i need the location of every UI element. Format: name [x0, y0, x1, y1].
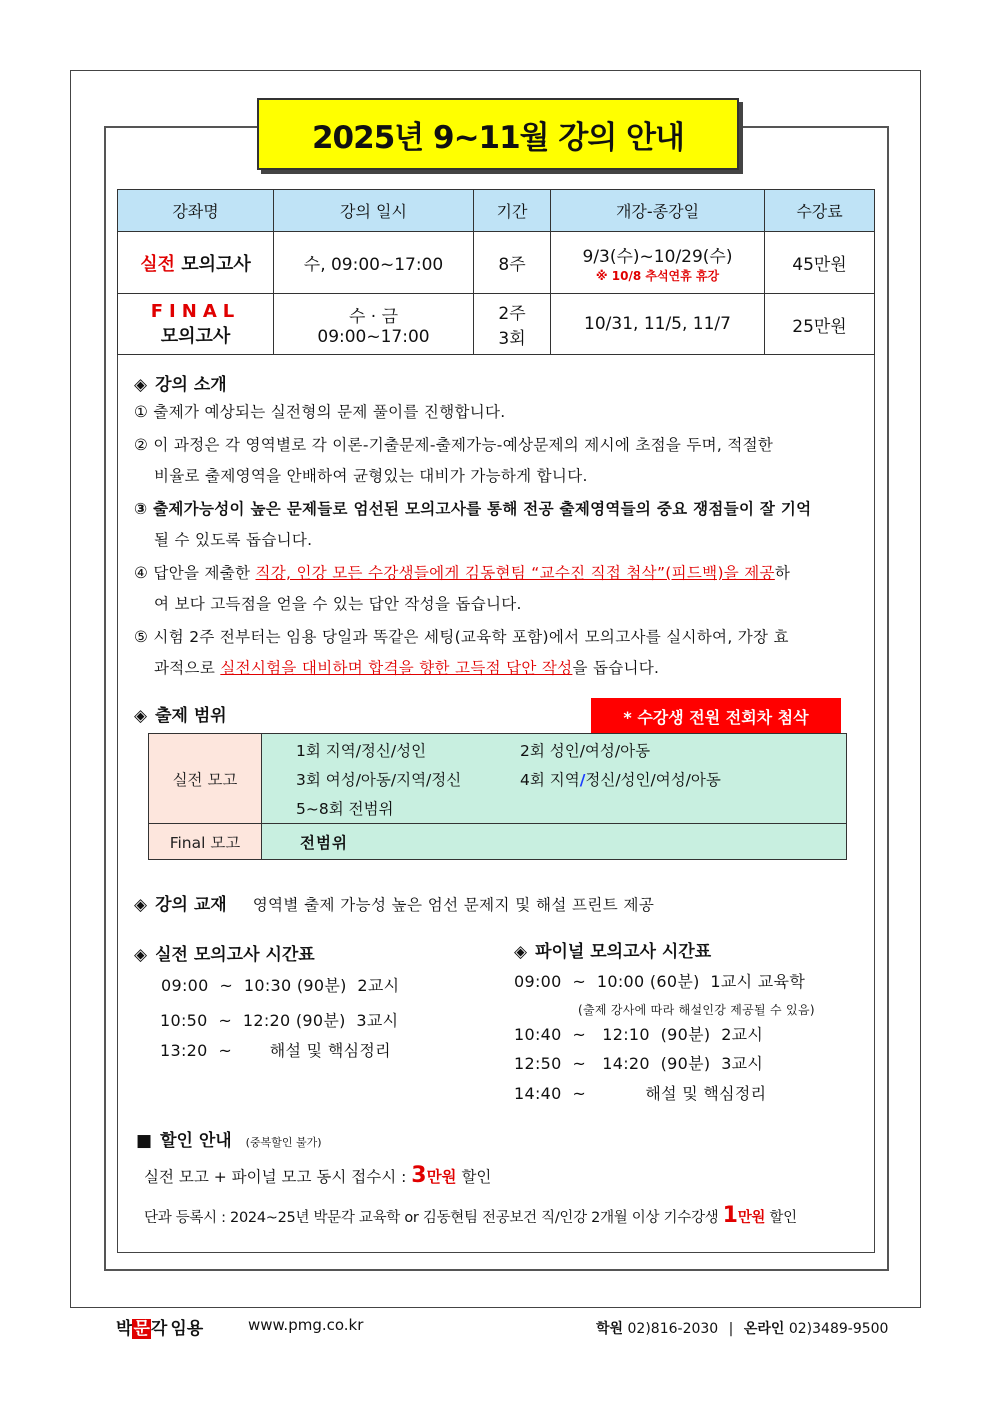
final-schedule-line-1: 09:00 ~ 10:00 (60분) 1교시 교육학: [514, 972, 806, 991]
discount-note: (중복할인 불가): [245, 1136, 322, 1149]
textbook-heading: [134, 890, 654, 915]
real-schedule-heading: [134, 940, 315, 965]
course-weeks: 2주: [498, 304, 526, 324]
table-row: [118, 294, 875, 355]
course-time: [274, 294, 474, 355]
discount-heading: [136, 1126, 322, 1151]
range-session-5-8: 5~8회 전범위: [296, 799, 394, 818]
intro-item-2-cont: 비율로 출제영역을 안배하여 균형있는 대비가 가능하게 합니다.: [154, 467, 588, 485]
course-table: [117, 189, 875, 355]
intro-item-3-cont: 될 수 있도록 돕습니다.: [154, 531, 313, 549]
logo-part: 각: [150, 1319, 168, 1339]
academy-phone: 02)816-2030: [627, 1321, 719, 1337]
course-dates: 10/31, 11/5, 11/7: [551, 294, 765, 355]
range-session-4-a: 4회 지역: [520, 770, 580, 789]
feedback-badge: * 수강생 전원 전회차 첨삭: [591, 698, 841, 734]
final-schedule-heading-text: 파이널 모의고사 시간표: [535, 942, 712, 962]
contact-separator: |: [728, 1321, 734, 1337]
real-schedule-line-1: 09:00 ~ 10:30 (90분) 2교시: [161, 976, 400, 995]
discount-line-1-unit: 만원: [426, 1168, 457, 1186]
final-schedule-line-3: 12:50 ~ 14:20 (90분) 3교시: [514, 1054, 764, 1073]
header-course-name: 강좌명: [118, 190, 274, 232]
intro-item-5-pre: 과적으로: [154, 659, 221, 677]
table-header-row: [118, 190, 875, 232]
real-schedule-line-2: 10:50 ~ 12:20 (90분) 3교시: [160, 1011, 399, 1030]
discount-line-1-text: 실전 모고 + 파이널 모고 동시 접수시 :: [144, 1168, 412, 1186]
square-icon: ■: [136, 1131, 153, 1151]
range-session-4: [520, 768, 721, 790]
diamond-icon: ◈: [134, 895, 148, 915]
range-label-final: Final 모고: [149, 824, 262, 860]
discount-line-2-suffix: 할인: [765, 1210, 797, 1226]
course-hours: 09:00~17:00: [317, 326, 430, 347]
course-time: 수, 09:00~17:00: [274, 232, 474, 294]
course-name-accent: FINAL: [150, 300, 241, 322]
course-sessions: 3회: [498, 329, 526, 349]
range-session-4-slash: /: [579, 770, 586, 789]
intro-list: [134, 397, 869, 684]
intro-item-4-highlight: 직강, 인강 모든 수강생들에게 김동현팀 “교수진 직접 첨삭”(피드백)을 제공: [255, 564, 775, 582]
range-heading: [134, 701, 227, 726]
online-label: 온라인: [743, 1321, 785, 1337]
intro-item-5-post: 을 돕습니다.: [572, 659, 660, 677]
range-content-real: [262, 734, 847, 824]
intro-heading-text: 강의 소개: [155, 375, 227, 395]
final-schedule-note: (출제 강사에 따라 해설인강 제공될 수 있음): [578, 1003, 815, 1017]
discount-line-2-unit: 만원: [737, 1210, 766, 1226]
course-name-real: [118, 232, 274, 294]
discount-line-1: [144, 1163, 491, 1188]
intro-item-4-post: 하: [774, 564, 791, 582]
intro-item-4: [134, 558, 869, 589]
course-dates-main: 9/3(수)~10/29(수): [582, 246, 733, 267]
real-schedule-heading-text: 실전 모의고사 시간표: [155, 945, 315, 965]
range-heading-text: 출제 범위: [155, 706, 227, 726]
real-schedule-line-3: 13:20 ~ 해설 및 핵심정리: [160, 1041, 391, 1060]
page-title: 2025년 9~11월 강의 안내: [257, 98, 739, 170]
discount-heading-text: 할인 안내: [160, 1131, 232, 1151]
range-session-2: 2회 성인/여성/아동: [520, 741, 651, 760]
course-name-final: [118, 294, 274, 355]
course-name-rest: 모의고사: [174, 253, 251, 275]
textbook-description: 영역별 출제 가능성 높은 엄선 문제지 및 해설 프린트 제공: [252, 896, 655, 914]
discount-line-2-text: 단과 등록시 : 2024~25년 박문각 교육학 or 김동현팀 전공보건 직/인강 2개월 이상 기수강생: [144, 1210, 723, 1226]
intro-item-5-highlight: 실전시험을 대비하며 합격을 향한 고득점 답안 작성: [220, 659, 573, 677]
table-row: [118, 232, 875, 294]
diamond-icon: ◈: [134, 706, 148, 726]
logo-part: 박: [116, 1319, 133, 1339]
final-schedule-line-2: 10:40 ~ 12:10 (90분) 2교시: [514, 1025, 764, 1044]
logo-part-accent: 문: [133, 1319, 150, 1339]
header-dates: 개강-종강일: [551, 190, 765, 232]
table-row: [149, 734, 847, 824]
discount-line-1-suffix: 할인: [456, 1168, 492, 1186]
course-name-accent: 실전: [140, 253, 175, 275]
intro-item-1: ① 출제가 예상되는 실전형의 문제 풀이를 진행합니다.: [134, 403, 506, 421]
intro-item-5-cont: [134, 653, 869, 684]
footer-logo: [116, 1314, 203, 1339]
discount-line-1-amount: 3: [411, 1163, 427, 1188]
diamond-icon: ◈: [514, 942, 528, 962]
course-period: 8주: [474, 232, 551, 294]
intro-item-4-cont: 여 보다 고득점을 얻을 수 있는 답안 작성을 돕습니다.: [154, 595, 522, 613]
logo-part: 임용: [170, 1319, 204, 1339]
intro-heading: [134, 370, 227, 395]
range-table: [148, 733, 847, 860]
course-fee: 25만원: [765, 294, 875, 355]
course-period: [474, 294, 551, 355]
range-session-1: 1회 지역/정신/성인: [296, 741, 427, 760]
course-days: 수 · 금: [348, 306, 399, 327]
diamond-icon: ◈: [134, 945, 148, 965]
range-content-final: 전범위: [262, 824, 847, 860]
discount-line-2: [144, 1203, 797, 1228]
course-fee: 45만원: [765, 232, 875, 294]
footer-contacts: [596, 1318, 888, 1338]
final-schedule-line-4: 14:40 ~ 해설 및 핵심정리: [514, 1084, 767, 1103]
academy-label: 학원: [596, 1321, 624, 1337]
range-label-real: 실전 모고: [149, 734, 262, 824]
range-session-4-b: 정신/성인/여성/아동: [585, 770, 721, 789]
table-row: [149, 824, 847, 860]
online-phone: 02)3489-9500: [788, 1321, 889, 1337]
range-session-3: 3회 여성/아동/지역/정신: [296, 770, 462, 789]
intro-item-3: ③ 출제가능성이 높은 문제들로 엄선된 모의고사를 통해 전공 출제영역들의 중요 쟁점들이 잘 기억: [134, 500, 812, 518]
course-dates-note: ※ 10/8 추석연휴 휴강: [595, 268, 720, 283]
intro-item-2: ② 이 과정은 각 영역별로 각 이론-기출문제-출제가능-예상문제의 제시에 초점을 두며, 적절한: [134, 436, 774, 454]
discount-line-2-amount: 1: [722, 1203, 738, 1228]
intro-item-5: ⑤ 시험 2주 전부터는 임용 당일과 똑같은 세팅(교육학 포함)에서 모의고사를 실시하여, 가장 효: [134, 628, 789, 646]
intro-item-4-pre: ④ 답안을 제출한: [134, 564, 256, 582]
header-fee: 수강료: [765, 190, 875, 232]
textbook-heading-text: 강의 교재: [155, 895, 227, 915]
final-schedule-heading: [514, 937, 711, 962]
course-name-rest: 모의고사: [160, 325, 231, 347]
diamond-icon: ◈: [134, 375, 148, 395]
footer-url[interactable]: www.pmg.co.kr: [248, 1316, 364, 1334]
course-dates: [551, 232, 765, 294]
header-period: 기간: [474, 190, 551, 232]
header-schedule: 강의 일시: [274, 190, 474, 232]
